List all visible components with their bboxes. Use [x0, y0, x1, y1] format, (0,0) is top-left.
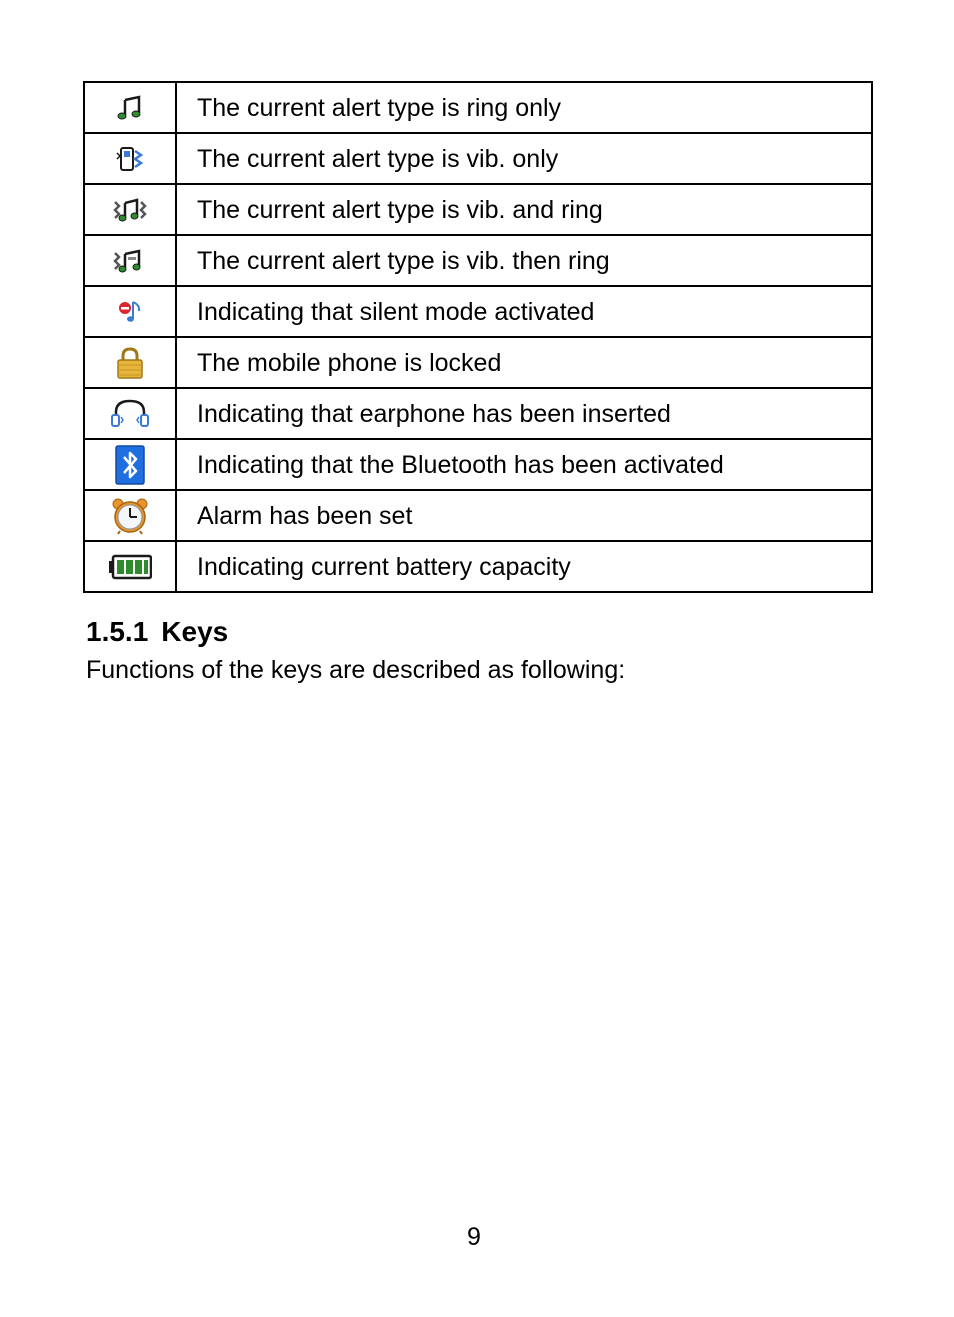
row-description: The current alert type is vib. only — [176, 133, 872, 184]
status-icon-table — [83, 81, 873, 593]
row-description: The current alert type is vib. then ring — [176, 235, 872, 286]
lock-icon — [115, 346, 145, 380]
page-number: 9 — [467, 1223, 481, 1251]
table-row — [84, 82, 872, 133]
vibrate-only-icon — [115, 145, 145, 173]
vibrate-then-ring-icon — [113, 247, 147, 275]
table-row — [84, 490, 872, 541]
table-row — [84, 439, 872, 490]
row-description: The current alert type is vib. and ring — [176, 184, 872, 235]
table-row — [84, 184, 872, 235]
silent-mode-icon — [116, 298, 144, 326]
table-row — [84, 235, 872, 286]
ring-only-icon — [115, 94, 145, 122]
row-description: Indicating that the Bluetooth has been activated — [176, 439, 872, 490]
table-row — [84, 286, 872, 337]
section-body-text: Functions of the keys are described as following: — [86, 656, 626, 684]
earphone-icon — [109, 398, 151, 430]
row-description: Indicating that earphone has been inserted — [176, 388, 872, 439]
section-title: Keys — [161, 616, 229, 647]
row-description: The current alert type is ring only — [176, 82, 872, 133]
section-number: 1.5.1 — [86, 616, 149, 647]
table-row — [84, 133, 872, 184]
section-heading — [86, 615, 228, 649]
row-description: Indicating that silent mode activated — [176, 286, 872, 337]
bluetooth-icon — [115, 445, 145, 485]
row-description: Alarm has been set — [176, 490, 872, 541]
battery-icon — [108, 554, 152, 580]
table-row — [84, 541, 872, 592]
row-description: The mobile phone is locked — [176, 337, 872, 388]
table-row — [84, 388, 872, 439]
alarm-clock-icon — [110, 497, 150, 535]
table-row — [84, 337, 872, 388]
row-description: Indicating current battery capacity — [176, 541, 872, 592]
vibrate-and-ring-icon — [113, 196, 147, 224]
